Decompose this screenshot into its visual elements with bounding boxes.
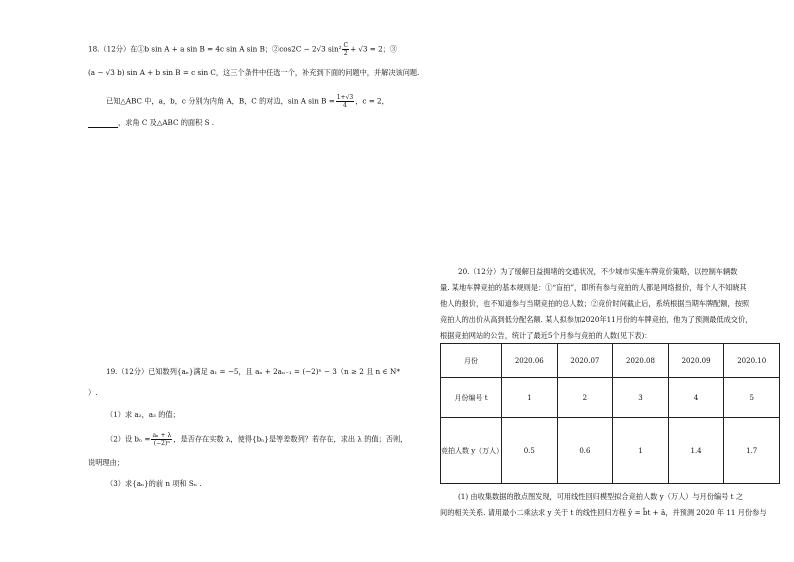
q19-line1: 19.（12分）已知数列{aₙ}满足 a₁ = −5，且 aₙ + 2aₙ₋₁ = (−2)ⁿ − 3（n ≥ 2 且 n ∈ N* (106, 367, 400, 376)
q20-line1: 20.（12分）为了缓解日益拥堵的交通状况，不少城市实施车牌竞价策略，以控制车辆数 (458, 267, 738, 276)
people-cell: 0.5 (502, 418, 558, 484)
month-cell: 2020.07 (557, 344, 613, 378)
q19-part2-start: （2）设 bₙ = (106, 434, 151, 444)
q20-line5: 根据竞拍网站的公告，统计了最近5个月参与竞拍的人数(见下表)： (440, 331, 652, 340)
q20-line2: 量. 某地车牌竞拍的基本规则是：①“盲拍”，即所有参与竞拍的人都是网络报价，每个人不知晓其 (440, 283, 747, 292)
q20-line4: 竞拍人的出价从高到低分配名额. 某人拟参加2020年11月份的车牌竞拍，他为了预测最低成交价， (440, 315, 753, 324)
month-cell: 2020.06 (502, 344, 558, 378)
sin-frac-den: 4 (343, 102, 347, 109)
q18-line1-text: 18.（12分）在①b sin A + a sin B = 4c sin A sin B；②cos2C − 2√3 sin² (88, 44, 342, 54)
month-header: 月份 (441, 344, 502, 378)
code-cell: 3 (613, 378, 669, 418)
q19-part2 (106, 432, 407, 447)
q20-line3: 他人的报价，也不知道参与当期竞拍的总人数；②竞价时间截止后，系统根据当期车牌配额，按照 (440, 299, 750, 308)
bn-num: aₙ + λ (152, 432, 172, 439)
q18-line2: (a − √3 b) sin A + b sin B = c sin C，这三个条件中任选一个，补充到下面的问题中，并解决该问题. (88, 68, 420, 77)
q19-part2-end: ，是否存在实数 λ，使得{bₙ}是等差数列？若存在，求出 λ 的值；否则， (173, 434, 408, 444)
sin-frac-num: 1+√3 (336, 94, 354, 101)
code-cell: 1 (502, 378, 558, 418)
month-cell: 2020.09 (668, 344, 724, 378)
q20-after1: (1) 由收集数据的散点图发现，可用线性回归模型拟合竞拍人数 y（万人）与月份编号 t 之 (458, 492, 744, 501)
q19-part3: （3）求{aₙ}的前 n 项和 Sₙ . (106, 479, 202, 488)
q18-line1 (88, 42, 397, 57)
code-cell: 2 (557, 378, 613, 418)
q18-line4 (88, 118, 214, 128)
answer-blank (88, 119, 118, 128)
people-cell: 1 (613, 418, 669, 484)
q18-line4-end: ，求角 C 及△ABC 的面积 S . (118, 118, 215, 127)
month-cell: 2020.08 (613, 344, 669, 378)
auction-table (440, 343, 780, 484)
q18-line1-end: + √3 = 2；③ (350, 44, 398, 54)
bn-fraction (151, 432, 172, 447)
code-cell: 4 (668, 378, 724, 418)
q19-line2: ）. (88, 388, 98, 397)
q19-part1: （1）求 a₂，a₃ 的值； (106, 410, 180, 419)
table-row-code (441, 378, 780, 418)
half-c-fraction (342, 42, 349, 57)
people-cell: 0.6 (557, 418, 613, 484)
half-c-num: C (343, 42, 349, 49)
table-row-month (441, 344, 780, 378)
q20-after2: 间的相关关系. 请用最小二乘法求 y 关于 t 的线性回归方程 ŷ = b̂t + â，并预测 2020 年 11 月份参与 (440, 508, 767, 517)
code-cell: 5 (724, 378, 780, 418)
table-row-people (441, 418, 780, 484)
bn-den: (−2)ⁿ (153, 440, 170, 447)
q18-line3 (106, 94, 389, 109)
q18-line3-end: ，c = 2， (355, 96, 389, 106)
people-cell: 1.7 (724, 418, 780, 484)
q18-line3-start: 已知△ABC 中，a，b，c 分别为内角 A，B，C 的对边，sin A sin B = (106, 96, 335, 106)
people-header: 竞拍人数 y（万人） (441, 418, 502, 484)
people-cell: 1.4 (668, 418, 724, 484)
month-cell: 2020.10 (724, 344, 780, 378)
q19-part2-cont: 说明理由； (88, 458, 124, 467)
sin-product-fraction (336, 94, 355, 109)
code-header: 月份编号 t (441, 378, 502, 418)
half-c-den: 2 (343, 50, 348, 57)
